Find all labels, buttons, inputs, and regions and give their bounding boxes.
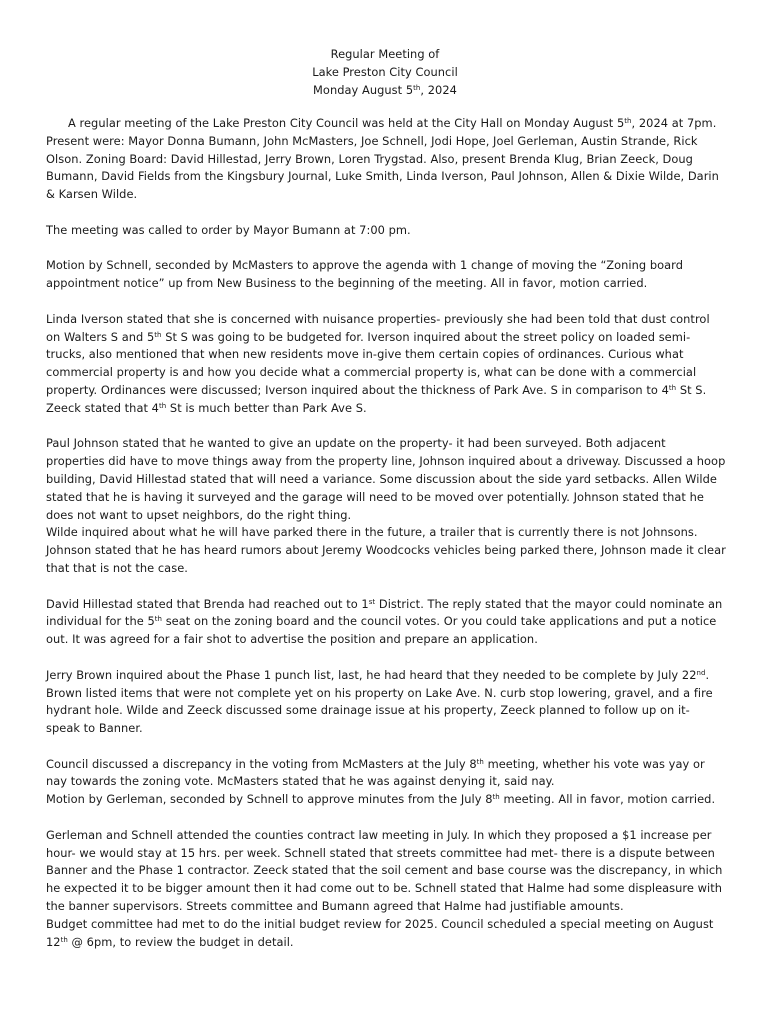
paragraph-agenda-motion: Motion by Schnell, seconded by McMasters to approve the agenda with 1 change of moving the “Zoning board appointment notice” up from New Business to the beginning of the meeting. All in favor, motion carried. <box>46 258 683 291</box>
paragraph-zoning-seat: David Hillestad stated that Brenda had reached out to 1st District. The reply stated that the mayor could nominate an individual for the 5th seat on the zoning board and the council votes. Or you could take applications and put a notice out. It was agreed for a fair shot to advertise the position and prepare an application. <box>46 596 723 647</box>
document-header <box>0 46 770 99</box>
paragraph-budget: Budget committee had met to do the initial budget review for 2025. Council scheduled a special meeting on August 12th @ 6pm, to review the budget in detail. <box>46 916 714 949</box>
minutes-body <box>46 115 726 969</box>
header-line-2: Lake Preston City Council <box>312 64 458 79</box>
paragraph-call-to-order: The meeting was called to order by Mayor Bumann at 7:00 pm. <box>46 222 411 237</box>
paragraph-attendance: A regular meeting of the Lake Preston City Council was held at the City Hall on Monday August 5th, 2024 at 7pm. Present were: Mayor Donna Bumann, John McMasters, Joe Schnell, Jodi Hope, Joel Gerleman, Austin Strande, Rick Olson. Zoning Board: David Hillestad, Jerry Brown, Loren Trygstad. Also, present Brenda Klug, Brian Zeeck, Doug Bumann, David Fields from the Kingsbury Journal, Luke Smith, Linda Iverson, Paul Johnson, Allen & Dixie Wilde, Darin & Karsen Wilde. <box>46 116 719 202</box>
paragraph-wilde: Wilde inquired about what he will have parked there in the future, a trailer that is currently there is not Johnsons. Johnson stated that he has heard rumors about Jeremy Woodcocks vehicles being parked there, Johnson made it clear that that is not the case. <box>46 525 726 575</box>
paragraph-punch-list: Jerry Brown inquired about the Phase 1 punch list, last, he had heard that they needed to be complete by July 22nd. Brown listed items that were not complete yet on his property on Lake Ave. N. curb stop lowering, gravel, and a fire hydrant hole. Wilde and Zeeck discussed some drainage issue at his property, Zeeck planned to follow up on it- speak to Banner. <box>46 667 713 736</box>
header-line-1: Regular Meeting of <box>330 47 440 61</box>
paragraph-minutes-motion: Motion by Gerleman, seconded by Schnell to approve minutes from the July 8th meeting. All in favor, motion carried. <box>46 792 716 807</box>
paragraph-vote-discrepancy: Council discussed a discrepancy in the voting from McMasters at the July 8th meeting, whether his vote was yay or nay towards the zoning vote. McMasters stated that he was against denying it, said nay. <box>46 756 705 789</box>
paragraph-johnson: Paul Johnson stated that he wanted to give an update on the property- it had been surveyed. Both adjacent properties did have to move things away from the property line, Johnson inquired about a driveway. Discussed a hoop building, David Hillestad stated that will need a variance. Some discussion about the side yard setbacks. Allen Wilde stated that he is having it surveyed and the garage will need to be moved over potentially. Johnson stated that he does not want to upset neighbors, do the right thing. <box>46 436 726 522</box>
header-date: Monday August 5th, 2024 <box>313 82 457 97</box>
paragraph-contract-law: Gerleman and Schnell attended the counties contract law meeting in July. In which they proposed a $1 increase per hour- we would stay at 15 hrs. per week. Schnell stated that streets committee had met- there is a dispute between Banner and the Phase 1 contractor. Zeeck stated that the soil cement and base course was the discrepancy, in which he expected it to be bigger amount then it had come out to be. Schnell stated that Halme had some displeasure with the banner supervisors. Streets committee and Bumann agreed that Halme had justifiable amounts. <box>46 827 723 914</box>
paragraph-iverson: Linda Iverson stated that she is concerned with nuisance properties- previously she had been told that dust control on Walters S and 5th St S was going to be budgeted for. Iverson inquired about the street policy on loaded semi-trucks, also mentioned that when new residents move in-give them certain copies of ordinances. Curious what commercial property is and how you decide what a commercial property is, what can be done with a commercial property. Ordinances were discussed; Iverson inquired about the thickness of Park Ave. S in comparison to 4th St S. Zeeck stated that 4th St is much better than Park Ave S. <box>46 311 710 415</box>
